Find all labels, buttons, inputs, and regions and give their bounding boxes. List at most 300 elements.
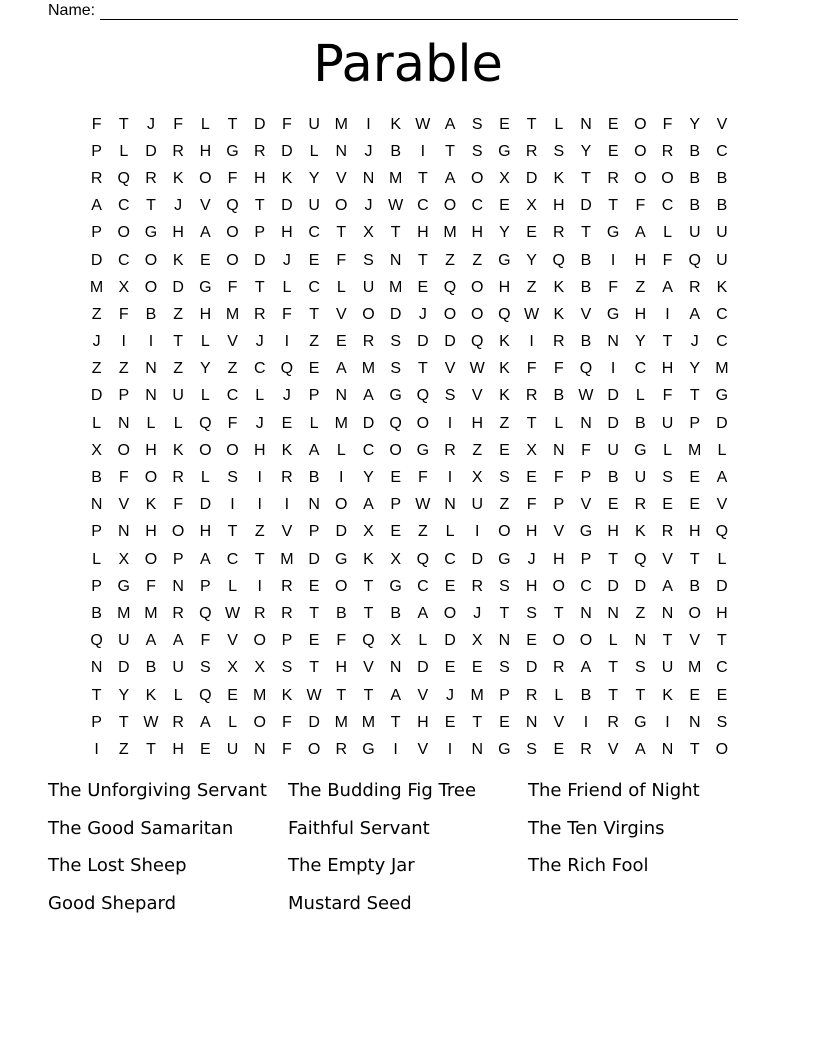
grid-letter: B	[580, 278, 592, 296]
grid-letter: M	[361, 713, 376, 731]
grid-letter: F	[662, 387, 673, 405]
grid-letter: X	[526, 197, 537, 215]
grid-letter: F	[173, 115, 184, 133]
grid-letter: T	[91, 686, 102, 704]
grid-letter: H	[553, 550, 565, 568]
grid-letter: I	[257, 496, 262, 514]
grid-letter: L	[635, 387, 645, 405]
grid-letter: N	[661, 604, 674, 622]
grid-letter: A	[716, 469, 728, 487]
grid-letter: B	[390, 142, 401, 160]
grid-letter: D	[281, 197, 293, 215]
grid-letter: W	[388, 197, 404, 215]
grid-letter: T	[118, 713, 129, 731]
grid-letter: E	[390, 523, 401, 541]
grid-letter: I	[665, 305, 670, 323]
grid-letter: T	[146, 197, 156, 215]
grid-letter: O	[144, 469, 158, 487]
grid-letter: Z	[526, 278, 537, 296]
grid-letter: X	[254, 659, 266, 677]
grid-letter: N	[688, 713, 701, 731]
grid-letter: N	[661, 740, 674, 758]
grid-letter: D	[253, 251, 266, 269]
grid-letter: C	[580, 577, 592, 595]
grid-row	[83, 464, 736, 491]
grid-letter: R	[688, 278, 701, 296]
grid-letter: X	[363, 224, 374, 242]
name-line	[100, 3, 738, 20]
grid-letter: D	[716, 414, 728, 432]
grid-letter: B	[716, 197, 728, 215]
grid-letter: L	[282, 278, 292, 296]
grid-letter: T	[717, 632, 727, 650]
grid-letter: Y	[635, 333, 646, 351]
grid-letter: E	[499, 197, 510, 215]
grid-letter: E	[200, 251, 211, 269]
grid-letter: L	[445, 523, 455, 541]
grid-letter: B	[553, 387, 565, 405]
grid-letter: A	[308, 441, 320, 459]
grid-letter: X	[499, 169, 510, 187]
grid-letter: S	[471, 142, 483, 160]
grid-letter: G	[389, 387, 402, 405]
grid-letter: A	[444, 169, 456, 187]
grid-letter: O	[226, 251, 239, 269]
grid-letter: E	[499, 713, 510, 731]
grid-letter: J	[282, 387, 291, 405]
grid-letter: Z	[635, 278, 646, 296]
grid-letter: B	[607, 469, 619, 487]
grid-letter: P	[580, 550, 592, 568]
grid-letter: C	[716, 305, 728, 323]
grid-letter: A	[200, 550, 211, 568]
grid-letter: G	[498, 550, 511, 568]
grid-letter: S	[471, 115, 483, 133]
grid-row	[83, 410, 736, 437]
grid-row	[83, 301, 736, 328]
grid-letter: L	[554, 414, 564, 432]
word-list-item: Faithful Servant	[288, 817, 430, 839]
grid-letter: E	[553, 740, 565, 758]
grid-letter: Y	[689, 115, 701, 133]
grid-letter: Z	[309, 333, 319, 351]
grid-letter: T	[608, 197, 619, 215]
word-list-item: The Ten Virgins	[528, 817, 665, 839]
grid-letter: D	[145, 142, 157, 160]
grid-letter: D	[444, 333, 456, 351]
grid-letter: D	[172, 278, 184, 296]
grid-letter: J	[473, 604, 482, 622]
grid-letter: L	[608, 632, 618, 650]
grid-letter: C	[444, 550, 456, 568]
grid-letter: K	[145, 686, 157, 704]
grid-letter: F	[200, 632, 211, 650]
grid-letter: K	[363, 550, 374, 568]
grid-letter: S	[390, 360, 401, 378]
grid-letter: K	[716, 278, 728, 296]
grid-letter: U	[172, 659, 184, 677]
grid-row	[83, 193, 736, 220]
grid-letter: J	[527, 550, 536, 568]
grid-letter: M	[334, 713, 348, 731]
grid-letter: M	[715, 360, 729, 378]
grid-letter: U	[607, 441, 619, 459]
name-field-row	[48, 0, 748, 20]
grid-letter: P	[91, 713, 102, 731]
grid-letter: A	[390, 686, 401, 704]
grid-letter: O	[443, 604, 457, 622]
grid-letter: L	[146, 414, 156, 432]
grid-letter: S	[716, 713, 728, 731]
grid-letter: C	[226, 550, 239, 568]
grid-letter: R	[607, 169, 619, 187]
grid-letter: P	[254, 224, 266, 242]
grid-letter: C	[308, 278, 320, 296]
grid-letter: K	[281, 686, 293, 704]
grid-letter: O	[470, 278, 484, 296]
grid-letter: U	[716, 251, 728, 269]
grid-letter: N	[580, 115, 592, 133]
grid-letter: R	[145, 169, 157, 187]
grid-letter: N	[90, 496, 103, 514]
grid-letter: I	[257, 469, 262, 487]
grid-letter: O	[552, 577, 565, 595]
grid-letter: R	[661, 142, 674, 160]
grid-letter: T	[363, 604, 374, 622]
grid-letter: M	[688, 441, 702, 459]
grid-letter: A	[200, 224, 211, 242]
grid-letter: N	[90, 659, 103, 677]
grid-letter: T	[173, 333, 184, 351]
grid-letter: T	[390, 713, 401, 731]
grid-row	[83, 274, 736, 301]
grid-letter: D	[525, 169, 538, 187]
grid-letter: T	[581, 224, 591, 242]
grid-letter: U	[716, 224, 728, 242]
grid-letter: Q	[280, 360, 294, 378]
grid-letter: I	[447, 469, 453, 487]
grid-letter: M	[470, 686, 484, 704]
grid-letter: E	[200, 740, 211, 758]
grid-letter: U	[226, 740, 239, 758]
grid-letter: D	[253, 115, 266, 133]
grid-letter: X	[526, 441, 537, 459]
grid-letter: G	[606, 305, 620, 323]
grid-letter: C	[634, 360, 647, 378]
grid-letter: F	[173, 496, 184, 514]
grid-letter: F	[282, 740, 292, 758]
grid-letter: Q	[498, 305, 511, 323]
word-list-item: Mustard Seed	[288, 892, 412, 914]
grid-letter: P	[499, 686, 510, 704]
grid-letter: R	[553, 659, 565, 677]
grid-letter: D	[417, 659, 429, 677]
grid-letter: U	[308, 197, 320, 215]
grid-letter: R	[172, 469, 184, 487]
grid-letter: H	[145, 441, 157, 459]
grid-letter: F	[282, 713, 292, 731]
grid-letter: P	[118, 387, 130, 405]
grid-letter: E	[281, 414, 293, 432]
grid-row	[83, 519, 736, 546]
grid-letter: I	[121, 333, 126, 351]
grid-letter: F	[146, 577, 156, 595]
grid-letter: Q	[90, 632, 103, 650]
grid-letter: I	[339, 469, 344, 487]
grid-letter: R	[253, 142, 266, 160]
grid-letter: D	[308, 713, 320, 731]
grid-letter: V	[553, 523, 565, 541]
grid-letter: E	[499, 115, 510, 133]
grid-letter: X	[390, 550, 401, 568]
grid-letter: C	[118, 197, 130, 215]
grid-letter: L	[554, 115, 564, 133]
grid-letter: V	[417, 686, 429, 704]
grid-letter: N	[498, 632, 511, 650]
grid-letter: G	[335, 550, 348, 568]
grid-letter: I	[583, 713, 589, 731]
grid-letter: I	[284, 333, 290, 351]
grid-letter: V	[689, 632, 701, 650]
grid-letter: T	[417, 360, 428, 378]
grid-letter: S	[227, 469, 238, 487]
grid-letter: U	[661, 414, 674, 432]
grid-letter: D	[362, 414, 375, 432]
grid-letter: Q	[688, 251, 701, 269]
grid-letter: W	[224, 604, 241, 622]
grid-letter: Z	[173, 360, 184, 378]
grid-letter: N	[634, 632, 647, 650]
letter-grid	[83, 111, 736, 764]
grid-letter: M	[443, 224, 457, 242]
grid-letter: U	[688, 224, 701, 242]
grid-letter: O	[443, 197, 457, 215]
grid-letter: D	[90, 251, 103, 269]
word-list	[48, 772, 768, 922]
grid-letter: L	[173, 686, 183, 704]
grid-letter: E	[689, 686, 701, 704]
grid-letter: K	[172, 441, 184, 459]
grid-letter: R	[90, 169, 103, 187]
grid-letter: W	[415, 496, 431, 514]
grid-letter: O	[335, 197, 348, 215]
grid-letter: V	[417, 740, 429, 758]
grid-letter: W	[524, 305, 540, 323]
grid-letter: D	[607, 414, 619, 432]
grid-letter: V	[227, 333, 238, 351]
grid-letter: E	[444, 659, 456, 677]
grid-letter: H	[607, 523, 619, 541]
page-title: Parable	[313, 35, 503, 94]
grid-letter: H	[525, 577, 538, 595]
grid-letter: O	[416, 414, 430, 432]
grid-letter: M	[225, 305, 240, 323]
grid-letter: O	[117, 224, 130, 242]
grid-letter: Q	[199, 414, 212, 432]
grid-letter: N	[118, 523, 130, 541]
grid-letter: H	[199, 142, 212, 160]
grid-letter: N	[308, 496, 320, 514]
grid-letter: Z	[499, 496, 510, 514]
grid-letter: W	[469, 360, 485, 378]
grid-letter: R	[471, 577, 483, 595]
grid-letter: E	[662, 496, 673, 514]
grid-letter: T	[336, 224, 347, 242]
grid-letter: H	[553, 197, 565, 215]
grid-letter: Y	[580, 142, 592, 160]
grid-letter: M	[388, 169, 403, 187]
grid-letter: K	[281, 441, 293, 459]
grid-letter: B	[145, 305, 157, 323]
grid-row	[83, 329, 736, 356]
grid-letter: N	[362, 169, 375, 187]
grid-letter: F	[635, 197, 646, 215]
grid-letter: O	[199, 441, 212, 459]
grid-letter: M	[89, 278, 104, 296]
grid-letter: H	[172, 740, 184, 758]
grid-letter: T	[309, 659, 319, 677]
grid-letter: J	[282, 251, 291, 269]
grid-row	[83, 655, 736, 682]
grid-letter: O	[661, 169, 674, 187]
grid-letter: J	[255, 333, 264, 351]
grid-letter: E	[335, 333, 347, 351]
grid-letter: V	[335, 305, 347, 323]
grid-letter: O	[253, 632, 266, 650]
grid-letter: T	[254, 550, 265, 568]
grid-letter: I	[610, 360, 616, 378]
grid-letter: T	[689, 740, 700, 758]
grid-letter: V	[607, 740, 619, 758]
grid-letter: H	[634, 251, 647, 269]
grid-letter: H	[688, 523, 701, 541]
grid-letter: O	[335, 577, 348, 595]
grid-letter: P	[281, 632, 293, 650]
grid-letter: H	[417, 224, 429, 242]
grid-letter: T	[553, 604, 564, 622]
grid-letter: O	[171, 523, 185, 541]
grid-letter: V	[444, 360, 456, 378]
grid-letter: T	[472, 713, 483, 731]
grid-letter: G	[389, 577, 402, 595]
grid-letter: X	[363, 523, 374, 541]
grid-letter: H	[634, 305, 647, 323]
grid-letter: P	[91, 142, 102, 160]
grid-letter: U	[118, 632, 130, 650]
grid-letter: N	[389, 251, 402, 269]
grid-letter: O	[144, 251, 158, 269]
grid-letter: E	[499, 441, 510, 459]
grid-letter: K	[553, 169, 565, 187]
grid-letter: I	[529, 333, 534, 351]
grid-letter: R	[172, 142, 184, 160]
grid-letter: L	[228, 577, 237, 595]
grid-letter: L	[336, 441, 346, 459]
grid-letter: H	[253, 169, 266, 187]
grid-row	[83, 220, 736, 247]
grid-letter: G	[498, 740, 511, 758]
grid-letter: B	[145, 659, 157, 677]
grid-letter: Z	[472, 251, 483, 269]
grid-row	[83, 628, 736, 655]
grid-letter: F	[417, 469, 428, 487]
grid-letter: N	[145, 387, 157, 405]
grid-letter: H	[525, 523, 538, 541]
grid-letter: F	[336, 251, 347, 269]
grid-letter: G	[498, 251, 511, 269]
grid-letter: A	[417, 604, 429, 622]
grid-letter: N	[525, 713, 538, 731]
grid-letter: R	[281, 577, 293, 595]
grid-letter: K	[145, 496, 157, 514]
grid-letter: Q	[634, 550, 647, 568]
grid-letter: N	[335, 142, 348, 160]
grid-letter: L	[717, 550, 727, 568]
grid-letter: X	[227, 659, 238, 677]
grid-letter: U	[172, 387, 184, 405]
grid-letter: E	[444, 713, 456, 731]
grid-letter: R	[661, 523, 674, 541]
grid-letter: B	[580, 686, 592, 704]
grid-row	[83, 247, 736, 274]
grid-letter: B	[580, 251, 592, 269]
grid-letter: M	[688, 659, 702, 677]
grid-letter: K	[662, 686, 673, 704]
grid-letter: G	[634, 441, 647, 459]
grid-letter: G	[715, 387, 729, 405]
grid-letter: A	[200, 713, 211, 731]
grid-letter: O	[335, 496, 348, 514]
grid-letter: O	[470, 169, 484, 187]
grid-letter: S	[635, 659, 646, 677]
grid-letter: K	[281, 169, 293, 187]
grid-letter: Z	[91, 360, 102, 378]
word-list-item: Good Shepard	[48, 892, 176, 914]
grid-letter: L	[92, 414, 102, 432]
grid-letter: Q	[389, 414, 402, 432]
grid-letter: P	[308, 387, 320, 405]
grid-row	[83, 709, 736, 736]
grid-letter: L	[255, 387, 265, 405]
grid-letter: V	[580, 305, 592, 323]
grid-letter: D	[471, 550, 483, 568]
grid-letter: Y	[499, 224, 510, 242]
grid-letter: B	[689, 577, 701, 595]
grid-letter: X	[118, 550, 130, 568]
grid-letter: D	[607, 387, 619, 405]
grid-letter: L	[92, 550, 102, 568]
grid-letter: V	[716, 115, 728, 133]
grid-letter: I	[474, 523, 480, 541]
grid-letter: Q	[226, 197, 239, 215]
grid-letter: S	[390, 333, 401, 351]
grid-letter: O	[688, 604, 701, 622]
grid-letter: O	[634, 115, 647, 133]
grid-letter: T	[608, 659, 619, 677]
grid-letter: G	[606, 224, 620, 242]
grid-letter: M	[144, 604, 158, 622]
grid-letter: X	[471, 632, 483, 650]
grid-letter: S	[281, 659, 293, 677]
grid-letter: J	[174, 197, 183, 215]
grid-row	[83, 138, 736, 165]
grid-letter: J	[364, 142, 373, 160]
grid-letter: E	[227, 686, 238, 704]
grid-letter: G	[362, 740, 375, 758]
grid-letter: Z	[499, 414, 510, 432]
grid-letter: R	[172, 713, 184, 731]
grid-letter: L	[119, 142, 129, 160]
